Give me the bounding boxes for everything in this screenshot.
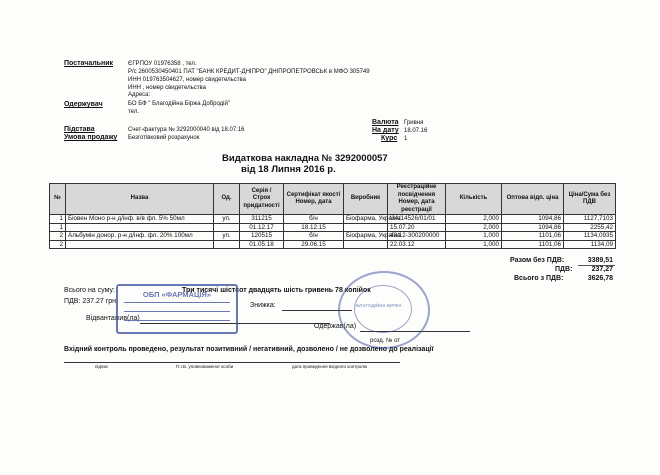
cell-series: 01.05.18 (240, 240, 284, 249)
total-no-vat-label: Разом без ПДВ: (510, 257, 565, 264)
col-manufacturer-header: Виробник (344, 184, 388, 215)
currency-value: Гривня (404, 120, 424, 126)
col-wholesale-price-header: Оптова відп. ціна (502, 184, 564, 215)
control-statement: Вхідний контроль проведено, результат позитивний / негативний, дозволено / не дозволено до реалізації (64, 346, 434, 353)
col-certificate-header: Сертифікат якості Номер, дата (284, 184, 344, 215)
table-header-row (50, 184, 616, 215)
currency-label: Валюта (372, 119, 399, 126)
cell-quantity: 2,000 (446, 215, 502, 224)
cell-quantity: 1,000 (446, 232, 502, 241)
invoice-date-title: від 18 Липня 2016 р. (241, 164, 336, 175)
cell-net-price: 2255,42 (564, 223, 616, 232)
sign-label-name: П.І.Б. уповноваженої особи (176, 364, 234, 369)
recipient-line-2: тел. (128, 109, 139, 115)
date-value: 18.07.16 (404, 128, 428, 134)
cell-unit: уп. (214, 215, 240, 224)
cell-manufacturer (344, 223, 388, 232)
charity-stamp-text: БЛАГОДІЙНА БІРЖА (356, 303, 402, 308)
pharmacy-stamp-title: ОБП «ФАРМАЦІЯ» (142, 290, 212, 299)
cell-name: Біовен Моно р-н д/інф. в/в фл. 5% 50мл (66, 215, 214, 224)
proxy-label: розд. № от (370, 338, 401, 344)
charity-round-stamp (338, 271, 430, 349)
col-name-header: Назва (66, 184, 214, 215)
terms-value: Безготівковий розрахунок (128, 135, 200, 141)
discount-label: Знижка: (250, 302, 276, 309)
sum-in-words: Три тисячі шістсот двадцять шість гривень 78 копійок (182, 287, 371, 294)
col-quantity-header: Кількість (446, 184, 502, 215)
cell-number: 2 (50, 232, 66, 241)
recipient-label: Одержувач (64, 101, 103, 108)
received-by-label: Одержав(ла) (314, 323, 357, 330)
sum-label: Всього на суму: (64, 287, 115, 294)
table-row (50, 223, 616, 232)
cell-registration: 43/12-300200000 (388, 232, 446, 241)
col-unit-header: Од. (214, 184, 240, 215)
supplier-line-2: Р/с 2600530450401 ПАТ "БАНК КРЕДИТ-ДНІПРО" ДНІПРОПЕТРОВСЬК в МФО 305749 (128, 69, 370, 75)
sign-label-signature: підпис (95, 364, 109, 369)
rate-value: 1 (404, 136, 408, 142)
cell-net-price: 1134,09 (564, 240, 616, 249)
cell-wholesale-price: 1094,86 (502, 215, 564, 224)
cell-registration: 15.07.20 (388, 223, 446, 232)
supplier-line-1: ЄГРПОУ 01976358 , тел. (128, 61, 197, 67)
vat-value: 237,27 (591, 266, 613, 273)
col-number-header: № (50, 184, 66, 215)
total-with-vat-value: 3626,78 (587, 275, 613, 282)
cell-wholesale-price: 1101,06 (502, 240, 564, 249)
terms-label: Умова продажу (64, 134, 118, 141)
supplier-label: Постачальник (64, 60, 113, 67)
cell-certificate: 29.06.15 (284, 240, 344, 249)
supplier-line-3: ИНН 019763504627, номер свидетельства (128, 77, 246, 83)
cell-certificate: 18.12.15 (284, 223, 344, 232)
totals-underline (578, 265, 615, 266)
issued-by-label: Відвантажив(ла) (86, 315, 140, 322)
supplier-line-5: Адреса: (128, 92, 151, 98)
cell-unit (214, 240, 240, 249)
cell-quantity: 1,000 (446, 240, 502, 249)
table-row (50, 232, 616, 241)
table-row (50, 215, 616, 224)
cell-wholesale-price: 1094,86 (502, 223, 564, 232)
items-table (49, 183, 616, 249)
vat-label: ПДВ: (555, 266, 573, 273)
basis-label: Підстава (64, 126, 95, 133)
cell-manufacturer: Біофарма, Україна (344, 232, 388, 241)
cell-unit (214, 223, 240, 232)
date-label: На дату (372, 127, 399, 134)
cell-manufacturer: Біофарма, Україна (344, 215, 388, 224)
footer-vat: ПДВ: 237.27 грн. (64, 298, 118, 305)
recipient-line-1: БО БФ " Благодійна Біржа Добродій" (128, 101, 230, 107)
col-registration-header: Реєстраційне посвідчення Номер, дата реєстрації (388, 184, 446, 215)
cell-net-price: 1127,7103 (564, 215, 616, 224)
total-no-vat-value: 3389,51 (587, 257, 613, 264)
cell-registration: 22.03.12 (388, 240, 446, 249)
sign-label-date: дата проведення вхідного контролю (292, 364, 368, 369)
cell-number: 1 (50, 223, 66, 232)
cell-certificate: б/н (284, 232, 344, 241)
cell-registration: UA/14526/01/01 (388, 215, 446, 224)
cell-wholesale-price: 1101,06 (502, 232, 564, 241)
cell-name (66, 240, 214, 249)
table-row (50, 240, 616, 249)
cell-unit: уп. (214, 232, 240, 241)
cell-series: 311215 (240, 215, 284, 224)
cell-number: 2 (50, 240, 66, 249)
rate-label: Курс (381, 135, 398, 142)
signature-line (64, 362, 400, 363)
total-with-vat-label: Всього з ПДВ: (514, 275, 564, 282)
pharmacy-stamp (116, 284, 238, 334)
cell-net-price: 1134,0935 (564, 232, 616, 241)
supplier-line-4: ИНН , номер свидетельства (128, 85, 206, 91)
invoice-title: Видаткова накладна № 3292000057 (222, 153, 388, 164)
cell-name (66, 223, 214, 232)
cell-series: 120515 (240, 232, 284, 241)
cell-certificate: б/н (284, 215, 344, 224)
basis-value: Счет-фактура № 3292000040 від 18.07.16 (128, 127, 245, 133)
col-net-price-header: Ціна/Сума без ПДВ (564, 184, 616, 215)
cell-name: Альбумін донор. р-н д/інф. фл. 20% 100мл (66, 232, 214, 241)
col-series-header: Серія / Строк придатності (240, 184, 284, 215)
cell-quantity: 2,000 (446, 223, 502, 232)
cell-series: 01.12.17 (240, 223, 284, 232)
cell-manufacturer (344, 240, 388, 249)
cell-number: 1 (50, 215, 66, 224)
